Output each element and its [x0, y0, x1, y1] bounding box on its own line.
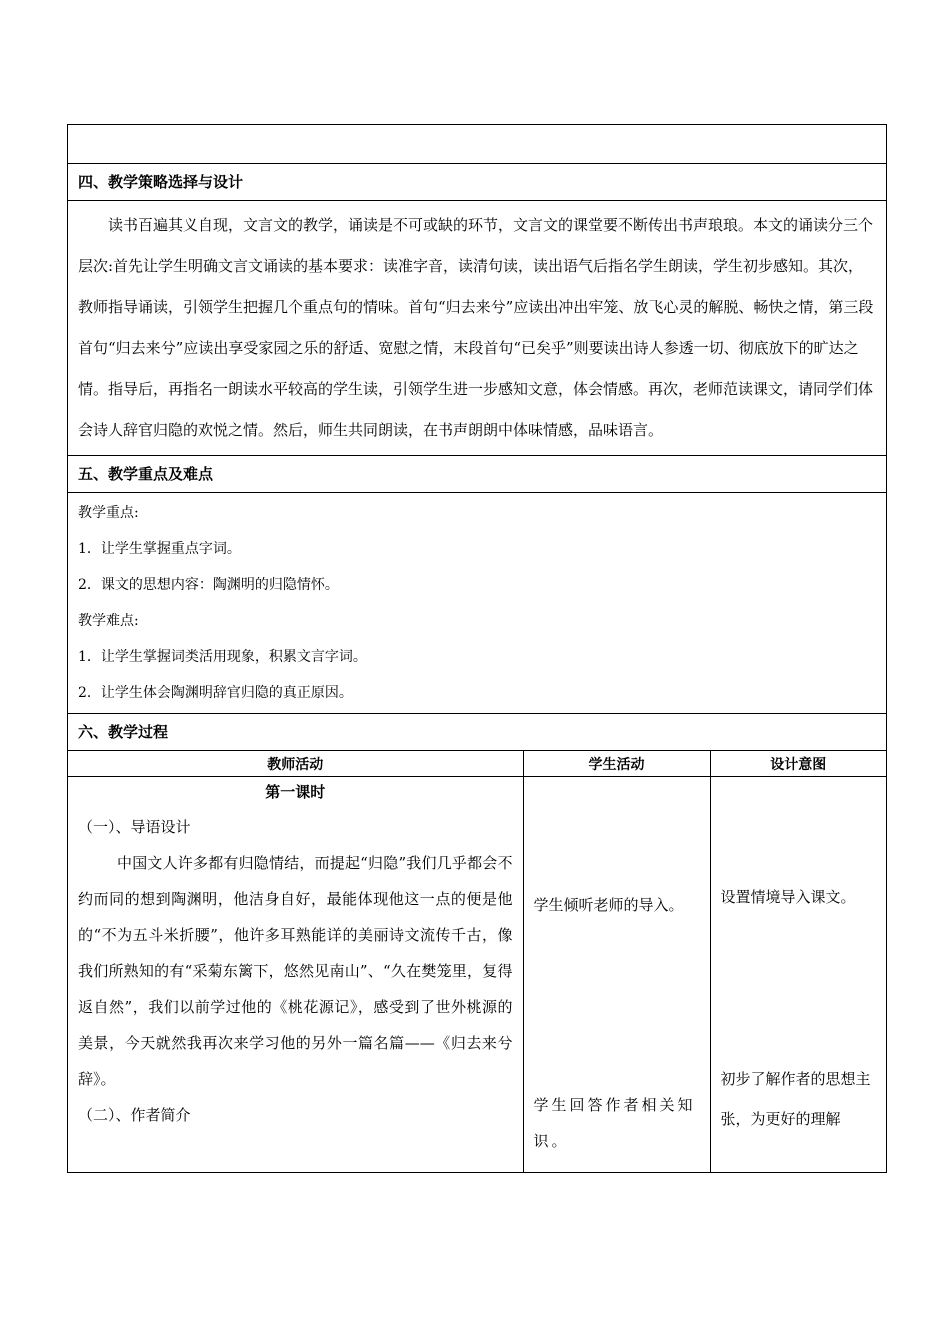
section6-title: 六、教学过程: [68, 714, 886, 751]
process-header-row: [68, 751, 886, 777]
col-teacher-activity: 教师活动: [68, 751, 523, 777]
lesson-plan-table: [67, 124, 887, 1173]
section5-body: [68, 493, 886, 714]
key-point-item: 2．课文的思想内容：陶渊明的归隐情怀。: [78, 577, 339, 593]
process-table: [68, 751, 886, 1172]
teacher-activity-cell: [68, 777, 523, 1173]
difficult-point-item: 2．让学生体会陶渊明辞官归隐的真正原因。: [78, 685, 353, 701]
difficult-points-label: 教学难点:: [78, 613, 139, 629]
design-intent-cell: [710, 777, 886, 1173]
intro-text: 中国文人许多都有归隐情结，而提起“归隐”我们几乎都会不约而同的想到陶渊明，他洁身自好，最能体现他这一点的便是他的“不为五斗米折腰”，他许多耳熟能详的美丽诗文流传千古，像我们所熟知的有“采菊东篱下，悠然见南山”、“久在樊笼里，复得返自然”，我们以前学过他的《桃花源记》，感受到了世外桃源的美景，今天就然我再次来学习他的另外一篇名篇——《归去来兮辞》。: [78, 854, 513, 1088]
intro-heading: （一）、导语设计: [78, 818, 191, 836]
design-intent-1: 设置情境导入课文。: [720, 888, 856, 906]
col-student-activity: 学生活动: [523, 751, 710, 777]
col-design-intent: 设计意图: [710, 751, 886, 777]
section4-title: 四、教学策略选择与设计: [68, 164, 886, 201]
section4-body: [68, 201, 886, 456]
process-row: [68, 777, 886, 1173]
key-point-item: 1．让学生掌握重点字词。: [78, 541, 241, 557]
strategy-paragraph: 读书百遍其义自现，文言文的教学，诵读是不可或缺的环节，文言文的课堂要不断传出书声琅琅。本文的诵读分三个层次:首先让学生明确文言文诵读的基本要求：读准字音，读清句读，读出语气后指名学生朗读，学生初步感知。其次，教师指导诵读，引领学生把握几个重点句的情味。首句“归去来兮”应读出冲出牢笼、放飞心灵的解脱、畅快之情，第三段首句“归去来兮”应读出享受家园之乐的舒适、宽慰之情，末段首句“已矣乎”则要读出诗人参透一切、彻底放下的旷达之情。指导后，再指名一朗读水平较高的学生读，引领学生进一步感知文意，体会情感。再次，老师范读课文，请同学们体会诗人辞官归隐的欢悦之情。然后，师生共同朗读，在书声朗朗中体味情感，品味语言。: [78, 216, 874, 439]
student-activity-cell: [523, 777, 710, 1173]
author-heading: （二）、作者简介: [78, 1106, 191, 1124]
blank-row: [68, 125, 886, 164]
student-activity-2: 学生回答作者相关知识。: [533, 1096, 696, 1150]
key-points-label: 教学重点:: [78, 505, 139, 521]
difficult-point-item: 1．让学生掌握词类活用现象，积累文言字词。: [78, 649, 367, 665]
section5-title: 五、教学重点及难点: [68, 456, 886, 493]
lesson-title: 第一课时: [265, 783, 326, 801]
student-activity-1: 学生倾听老师的导入。: [533, 896, 684, 914]
design-intent-2: 初步了解作者的思想主张，为更好的理解: [720, 1070, 871, 1128]
